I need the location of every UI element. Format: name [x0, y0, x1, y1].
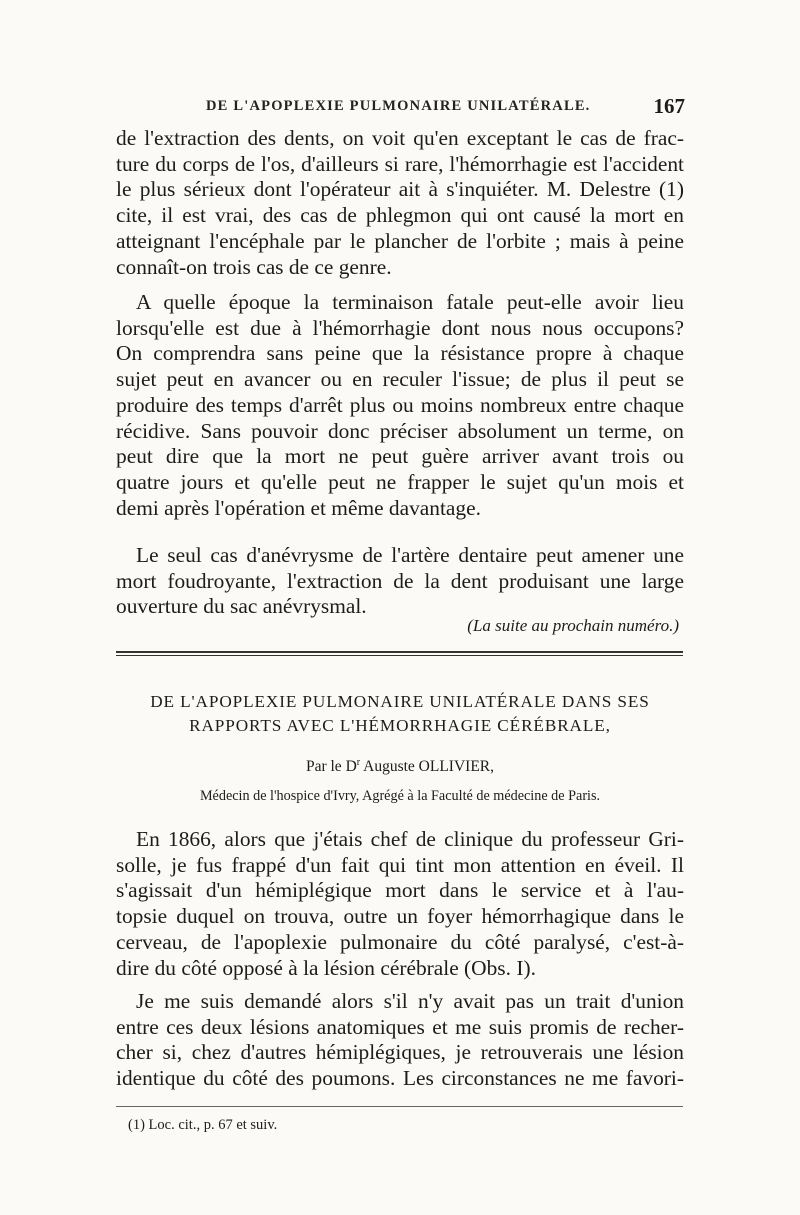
author-name: Auguste OLLIVIER,	[363, 758, 495, 776]
continued-note: (La suite au prochain numéro.)	[467, 616, 679, 635]
text-line: ouverture du sac anévrysmal.	[116, 594, 367, 619]
paragraph-anevrysme	[116, 543, 684, 620]
text-line: solle, je fus frappé d'un fait qui tint mon attention en éveil. Il	[116, 852, 684, 877]
text-line: En 1866, alors que j'étais chef de clinique du professeur Gri-	[136, 827, 684, 851]
article-title-line: RAPPORTS AVEC L'HÉMORRHAGIE CÉRÉBRALE,	[189, 716, 611, 735]
section-divider	[116, 655, 683, 656]
text-line: mort foudroyante, l'extraction de la dent produisant une large	[116, 568, 684, 593]
text-line: ture du corps de l'os, d'ailleurs si rare, l'hémorrhagie est l'accident	[116, 151, 684, 176]
text-line: identique du côté des poumons. Les circonstances ne me favori-	[116, 1066, 684, 1091]
byline-sup: r	[356, 757, 361, 768]
text-line: On comprendra sans peine que la résistance propre à chaque	[116, 341, 684, 366]
author-byline	[116, 757, 684, 776]
author-affiliation: Médecin de l'hospice d'Ivry, Agrégé à la Faculté de médecine de Paris.	[199, 788, 601, 804]
text-line: sujet peut en avancer ou en reculer l'issue; de plus il peut se	[116, 367, 684, 392]
text-line: de l'extraction des dents, on voit qu'en exceptant le cas de frac-	[116, 126, 684, 150]
text-line: Le seul cas d'anévrysme de l'artère dentaire peut amener une	[136, 543, 684, 567]
text-line: récidive. Sans pouvoir donc préciser absolument un terme, on	[116, 418, 684, 443]
page-number: 167	[653, 94, 685, 118]
footnote-divider	[116, 1106, 683, 1107]
text-line: topsie duquel on trouva, outre un foyer hémorrhagique dans le	[116, 904, 684, 929]
article-title-line: DE L'APOPLEXIE PULMONAIRE UNILATÉRALE DANS SES	[150, 692, 650, 711]
text-line: dire du côté opposé à la lésion cérébrale (Obs. I).	[116, 955, 536, 980]
text-line: le plus sérieux dont l'opérateur ait à s'inquiéter. M. Delestre (1)	[116, 177, 684, 202]
running-title: DE L'APOPLEXIE PULMONAIRE UNILATÉRALE.	[206, 98, 591, 114]
text-line: peut dire que la mort ne peut guère arriver avant trois ou	[116, 444, 684, 469]
text-line: lorsqu'elle est due à l'hémorrhagie dont nous nous occupons?	[116, 315, 684, 340]
text-line: connaît-on trois cas de ce genre.	[116, 254, 392, 279]
byline-prefix: Par le D	[305, 758, 357, 776]
footnote: (1) Loc. cit., p. 67 et suiv.	[128, 1117, 278, 1133]
paragraph-1866	[116, 827, 684, 981]
text-line: quatre jours et qu'elle peut ne frapper le sujet qu'un mois et	[116, 469, 684, 494]
text-line: entre ces deux lésions anatomiques et me suis promis de recher-	[116, 1014, 684, 1039]
section-divider	[116, 651, 683, 653]
text-line: A quelle époque la terminaison fatale peut-elle avoir lieu	[136, 290, 684, 314]
paragraph-demande	[116, 989, 684, 1092]
text-line: demi après l'opération et même davantage.	[116, 495, 481, 520]
text-line: Je me suis demandé alors s'il n'y avait pas un trait d'union	[136, 989, 684, 1013]
running-header	[206, 96, 685, 120]
paragraph-terminaison	[116, 290, 684, 521]
text-line: cher si, chez d'autres hémiplégiques, je retrouverais une lésion	[116, 1040, 684, 1065]
paragraph-extraction	[116, 126, 684, 280]
text-line: cerveau, de l'apoplexie pulmonaire du côté paralysé, c'est-à-	[116, 929, 684, 954]
article-title	[116, 690, 684, 738]
text-line: cite, il est vrai, des cas de phlegmon qui ont causé la mort en	[116, 203, 684, 228]
text-line: s'agissait d'un hémiplégique mort dans le service et à l'au-	[116, 878, 684, 903]
text-line: atteignant l'encéphale par le plancher de l'orbite ; mais à peine	[116, 228, 684, 253]
text-line: produire des temps d'arrêt plus ou moins nombreux entre chaque	[116, 392, 684, 417]
